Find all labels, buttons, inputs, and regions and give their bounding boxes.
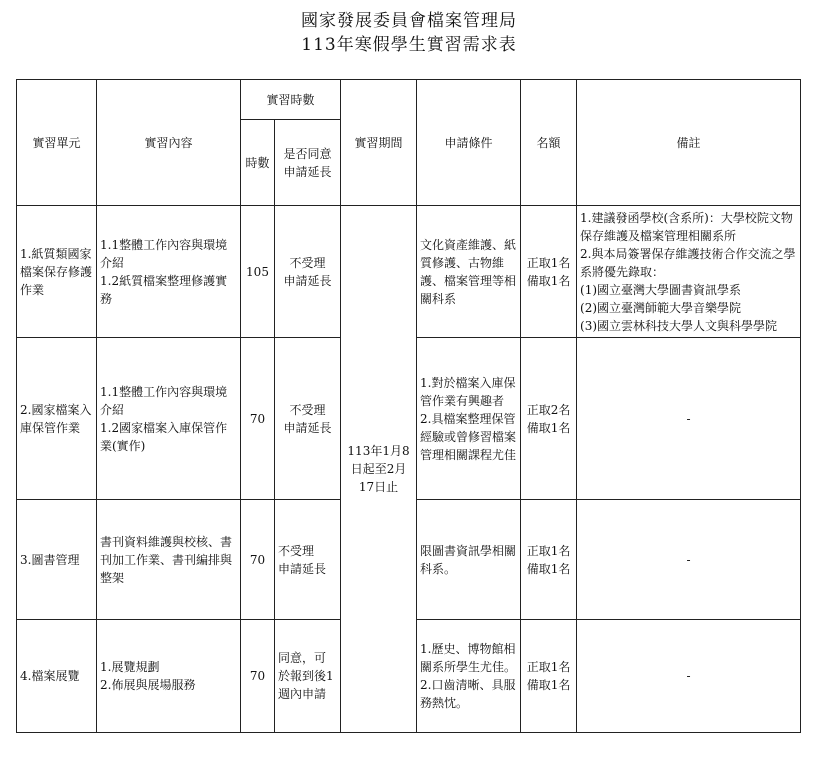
header-period: 實習期間: [341, 80, 417, 206]
header-content: 實習內容: [97, 80, 241, 206]
table-row: [17, 206, 801, 338]
cell-remarks: -: [577, 500, 801, 620]
header-conditions: 申請條件: [417, 80, 521, 206]
cell-extend: 同意，可於報到後1週內申請: [275, 620, 341, 733]
cell-content: 1.1整體工作內容與環境介紹 1.2紙質檔案整理修護實務: [97, 206, 241, 338]
cell-quota: 正取1名 備取1名: [521, 206, 577, 338]
cell-quota: 正取2名 備取1名: [521, 338, 577, 500]
cell-content: 1.1整體工作內容與環境介紹 1.2國家檔案入庫保管作業(實作): [97, 338, 241, 500]
cell-unit: 2.國家檔案入庫保管作業: [17, 338, 97, 500]
cell-remarks: -: [577, 338, 801, 500]
cell-remarks: 1.建議發函學校(含系所)：大學校院文物保存維護及檔案管理相關系所 2.與本局簽署保存維護技術合作交流之學系將優先錄取： (1)國立臺灣大學圖書資訊學系 (2)國立臺灣師範大學音樂學院 (3)國立雲林科技大學人文與科學學院: [577, 206, 801, 338]
cell-hours: 70: [241, 620, 275, 733]
cell-quota: 正取1名 備取1名: [521, 620, 577, 733]
cell-unit: 1.紙質類國家檔案保存修護作業: [17, 206, 97, 338]
cell-hours: 105: [241, 206, 275, 338]
header-quota: 名額: [521, 80, 577, 206]
header-hours-group: 實習時數: [241, 80, 341, 120]
cell-extend: 不受理 申請延長: [275, 206, 341, 338]
cell-hours: 70: [241, 500, 275, 620]
document-subtitle: 113年寒假學生實習需求表: [301, 35, 517, 55]
cell-conditions: 1.對於檔案入庫保管作業有興趣者 2.具檔案整理保管經驗或曾修習檔案管理相關課程尤佳: [417, 338, 521, 500]
header-hours: 時數: [241, 120, 275, 206]
cell-conditions: 文化資產維護、紙質修護、古物維護、檔案管理等相關科系: [417, 206, 521, 338]
cell-remarks: -: [577, 620, 801, 733]
internship-table: [16, 79, 801, 733]
cell-hours: 70: [241, 338, 275, 500]
header-remarks: 備註: [577, 80, 801, 206]
cell-extend: 不受理 申請延長: [275, 338, 341, 500]
cell-period: 113年1月8 日起至2月 17日止: [341, 206, 417, 733]
cell-content: 1.展覽規劃 2.佈展與展場服務: [97, 620, 241, 733]
cell-extend: 不受理 申請延長: [275, 500, 341, 620]
cell-conditions: 限圖書資訊學相關科系。: [417, 500, 521, 620]
cell-unit: 3.圖書管理: [17, 500, 97, 620]
cell-content: 書刊資料維護與校核、書刊加工作業、書刊編排與整架: [97, 500, 241, 620]
cell-conditions: 1.歷史、博物館相關系所學生尤佳。 2.口齒清晰、具服務熱忱。: [417, 620, 521, 733]
cell-quota: 正取1名 備取1名: [521, 500, 577, 620]
header-extend: 是否同意 申請延長: [275, 120, 341, 206]
cell-unit: 4.檔案展覽: [17, 620, 97, 733]
header-unit: 實習單元: [17, 80, 97, 206]
header-row-1: [17, 80, 801, 120]
document-title: 國家發展委員會檔案管理局: [301, 11, 517, 31]
